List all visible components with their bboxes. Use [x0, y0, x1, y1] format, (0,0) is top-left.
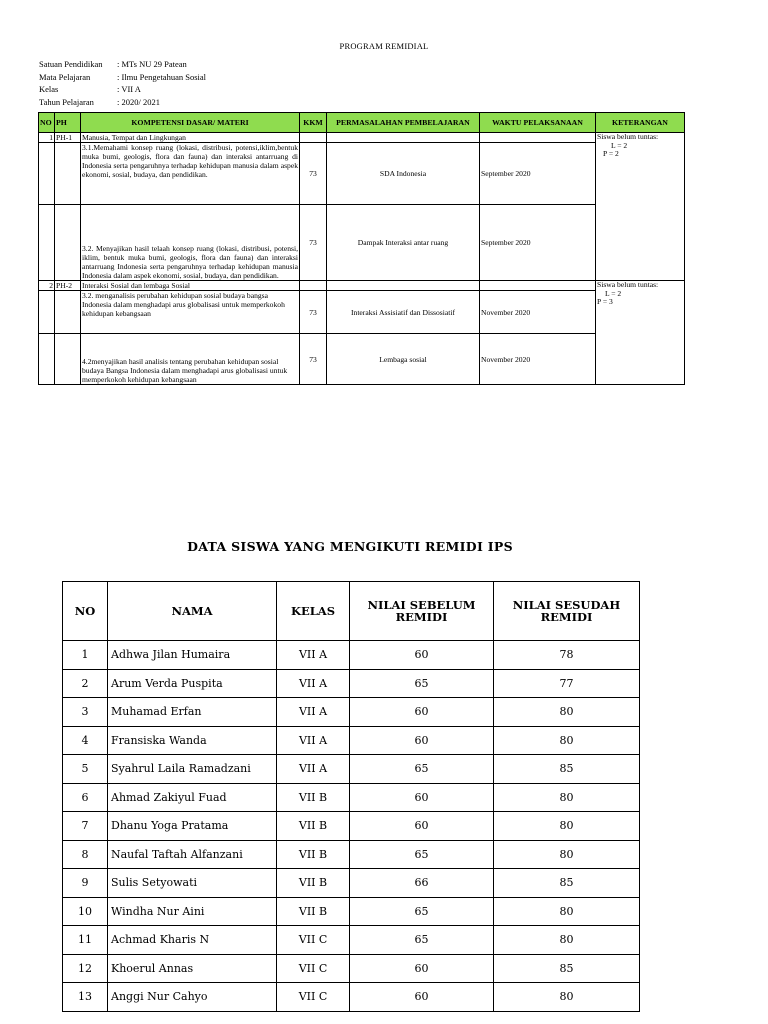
kompetensi-text: 3.1.Memahami konsep ruang (lokasi, distribusi, potensi,iklim,bentuk muka bumi, geologis, flora dan fauna) dan interaksi antarruang di Indonesia serta pengaruhnya terhadap kehidupan manusia dalam aspek ekonomi, sosial, budaya, dan pendidikan.	[81, 143, 300, 205]
student-class: VII C	[277, 926, 350, 955]
score-after: 80	[494, 812, 640, 841]
header-kelas: KELAS	[277, 582, 350, 641]
student-no: 11	[63, 926, 108, 955]
student-no: 13	[63, 983, 108, 1012]
table-row	[63, 869, 640, 898]
student-name: Fransiska Wanda	[108, 726, 277, 755]
score-after: 80	[494, 783, 640, 812]
waktu-text: September 2020	[480, 205, 596, 281]
table-row	[63, 755, 640, 784]
section-row	[39, 133, 685, 143]
score-after: 77	[494, 669, 640, 698]
meta-label: Satuan Pendidikan	[39, 59, 103, 69]
keterangan-line: Siswa belum tuntas:	[597, 132, 659, 141]
score-after: 80	[494, 983, 640, 1012]
table-row	[39, 205, 685, 281]
score-after: 80	[494, 840, 640, 869]
student-header-row	[63, 582, 640, 641]
header-no: NO	[63, 582, 108, 641]
student-no: 7	[63, 812, 108, 841]
remedial-program-table	[38, 112, 685, 385]
header-waktu: WAKTU PELAKSANAAN	[480, 113, 596, 133]
meta-value: : Ilmu Pengetahuan Sosial	[117, 71, 207, 82]
meta-label: Kelas	[39, 84, 59, 94]
student-no: 9	[63, 869, 108, 898]
student-class: VII A	[277, 755, 350, 784]
meta-value: : 2020/ 2021	[117, 96, 160, 107]
student-class: VII B	[277, 840, 350, 869]
score-after: 85	[494, 755, 640, 784]
student-class: VII B	[277, 869, 350, 898]
student-no: 6	[63, 783, 108, 812]
score-after: 85	[494, 869, 640, 898]
kkm-value: 73	[300, 205, 327, 281]
student-no: 10	[63, 897, 108, 926]
table-row	[63, 926, 640, 955]
student-name: Dhanu Yoga Pratama	[108, 812, 277, 841]
student-no: 2	[63, 669, 108, 698]
table-row	[63, 698, 640, 727]
kkm-value: 73	[300, 143, 327, 205]
waktu-text: November 2020	[480, 334, 596, 385]
student-class: VII C	[277, 983, 350, 1012]
student-name: Anggi Nur Cahyo	[108, 983, 277, 1012]
header-nama: NAMA	[108, 582, 277, 641]
kompetensi-text: 3.2. menganalisis perubahan kehidupan sosial budaya bangsa Indonesia dalam menghadapi arus globalisasi untuk memperkokoh kehidupan kebangsaan	[81, 291, 300, 334]
student-class: VII B	[277, 897, 350, 926]
score-after: 80	[494, 897, 640, 926]
header-permasalahan: PERMASALAHAN PEMBELAJARAN	[327, 113, 480, 133]
student-remedial-table	[62, 581, 640, 1012]
table-row	[39, 334, 685, 385]
score-before: 65	[350, 926, 494, 955]
meta-row-tahun	[39, 96, 206, 109]
waktu-text: November 2020	[480, 291, 596, 334]
student-class: VII C	[277, 954, 350, 983]
keterangan-line: Siswa belum tuntas:	[597, 280, 659, 289]
meta-row-kelas	[39, 83, 206, 96]
section-ph: PH-2	[55, 281, 81, 291]
score-after: 78	[494, 641, 640, 670]
score-before: 60	[350, 983, 494, 1012]
header-keterangan: KETERANGAN	[596, 113, 685, 133]
meta-value: : MTs NU 29 Patean	[117, 59, 187, 69]
section-ph: PH-1	[55, 133, 81, 143]
score-after: 85	[494, 954, 640, 983]
keterangan-cell	[596, 133, 685, 281]
student-class: VII B	[277, 783, 350, 812]
header-no: NO	[39, 113, 55, 133]
student-class: VII A	[277, 641, 350, 670]
section-topic: Manusia, Tempat dan Lingkungan	[81, 133, 300, 143]
section-no: 2	[39, 281, 55, 291]
header-nilai-sebelum: NILAI SEBELUM REMIDI	[350, 582, 494, 641]
permasalahan-text: Dampak Interaksi antar ruang	[327, 205, 480, 281]
keterangan-cell	[596, 281, 685, 385]
permasalahan-text: Lembaga sosial	[327, 334, 480, 385]
score-before: 65	[350, 669, 494, 698]
student-name: Adhwa Jilan Humaira	[108, 641, 277, 670]
student-name: Khoerul Annas	[108, 954, 277, 983]
student-class: VII A	[277, 726, 350, 755]
meta-row-mapel	[39, 71, 206, 84]
kkm-value: 73	[300, 334, 327, 385]
student-name: Ahmad Zakiyul Fuad	[108, 783, 277, 812]
score-before: 66	[350, 869, 494, 898]
student-data-title: DATA SISWA YANG MENGIKUTI REMIDI IPS	[187, 539, 513, 554]
student-class: VII B	[277, 812, 350, 841]
student-name: Muhamad Erfan	[108, 698, 277, 727]
header-ph: PH	[55, 113, 81, 133]
meta-value: : VII A	[117, 84, 141, 94]
table-row	[63, 812, 640, 841]
table-row	[63, 983, 640, 1012]
student-class: VII A	[277, 669, 350, 698]
score-before: 60	[350, 641, 494, 670]
score-before: 60	[350, 726, 494, 755]
student-name: Achmad Kharis N	[108, 926, 277, 955]
section-topic: Interaksi Sosial dan lembaga Sosial	[81, 281, 300, 291]
meta-row-satuan	[39, 58, 206, 71]
table-row	[63, 954, 640, 983]
document-title: PROGRAM REMIDIAL	[339, 41, 429, 51]
keterangan-line: P = 3	[597, 297, 613, 306]
student-no: 3	[63, 698, 108, 727]
kompetensi-text: 4.2menyajikan hasil analisis tentang perubahan kehidupan sosial budaya Bangsa Indonesia dalam menghadapi arus globalisasi untuk memperkokoh kehidupan kebangsaan	[81, 334, 300, 385]
waktu-text: September 2020	[480, 143, 596, 205]
score-before: 65	[350, 840, 494, 869]
section-row	[39, 281, 685, 291]
header-kompetensi: KOMPETENSI DASAR/ MATERI	[81, 113, 300, 133]
permasalahan-text: SDA Indonesia	[327, 143, 480, 205]
student-table-body	[63, 641, 640, 1012]
student-no: 5	[63, 755, 108, 784]
table-row	[39, 143, 685, 205]
score-before: 65	[350, 755, 494, 784]
table-row	[63, 641, 640, 670]
header-kkm: KKM	[300, 113, 327, 133]
keterangan-line: L = 2	[605, 288, 622, 298]
student-name: Sulis Setyowati	[108, 869, 277, 898]
header-nilai-sesudah: NILAI SESUDAH REMIDI	[494, 582, 640, 641]
kkm-value: 73	[300, 291, 327, 334]
table-header-row	[39, 113, 685, 133]
score-before: 60	[350, 783, 494, 812]
score-before: 65	[350, 897, 494, 926]
score-before: 60	[350, 698, 494, 727]
student-name: Windha Nur Aini	[108, 897, 277, 926]
score-after: 80	[494, 926, 640, 955]
table-row	[63, 726, 640, 755]
student-name: Syahrul Laila Ramadzani	[108, 755, 277, 784]
score-before: 60	[350, 954, 494, 983]
keterangan-line: L = 2	[611, 140, 628, 150]
score-after: 80	[494, 726, 640, 755]
table-row	[63, 783, 640, 812]
student-name: Arum Verda Puspita	[108, 669, 277, 698]
score-before: 60	[350, 812, 494, 841]
meta-label: Tahun Pelajaran	[39, 96, 94, 107]
meta-label: Mata Pelajaran	[39, 71, 91, 82]
student-no: 1	[63, 641, 108, 670]
score-after: 80	[494, 698, 640, 727]
table-row	[63, 897, 640, 926]
table-row	[63, 669, 640, 698]
section-no: 1	[39, 133, 55, 143]
kompetensi-text: 3.2. Menyajikan hasil telaah konsep ruang (lokasi, distribusi, potensi, iklim, bentuk muka bumi, geologis, flora dan fauna) dan interaksi antarruang Indonesia serta pengaruhnya terhadap kehidupan manusia Indonesia dalam aspek ekonomi, sosial, budaya, dan pendidikan.	[81, 205, 300, 281]
student-name: Naufal Taftah Alfanzani	[108, 840, 277, 869]
student-no: 4	[63, 726, 108, 755]
table-row	[39, 291, 685, 334]
document-meta	[39, 58, 206, 108]
student-class: VII A	[277, 698, 350, 727]
table-row	[63, 840, 640, 869]
keterangan-line: P = 2	[603, 149, 619, 158]
student-no: 12	[63, 954, 108, 983]
permasalahan-text: Interaksi Assisiatif dan Dissosiatif	[327, 291, 480, 334]
student-no: 8	[63, 840, 108, 869]
